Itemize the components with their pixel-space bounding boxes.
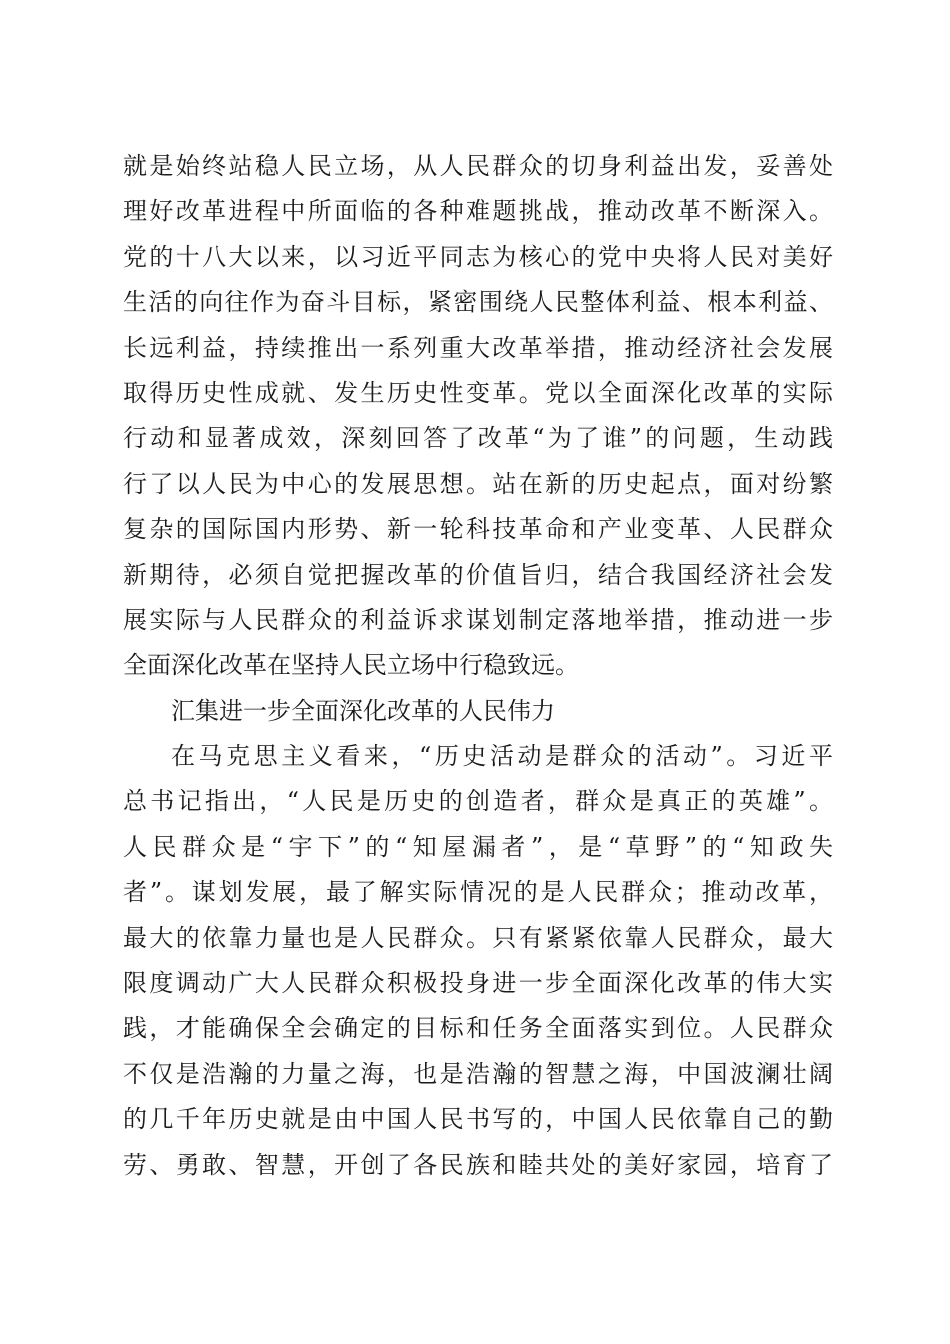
text-line: 劳、勇敢、智慧，开创了各民族和睦共处的美好家园，培育了 bbox=[123, 1150, 833, 1179]
text-line: 就是始终站稳人民立场，从人民群众的切身利益出发，妥善处 bbox=[123, 152, 833, 180]
text-line: 理好改革进程中所面临的各种难题挑战，推动改革不断深入。 bbox=[123, 197, 833, 226]
text-line: 长远利益，持续推出一系列重大改革举措，推动经济社会发展 bbox=[123, 333, 833, 362]
text-line: 的几千年历史就是由中国人民书写的，中国人民依靠自己的勤 bbox=[123, 1105, 833, 1134]
paragraph-start-line: 在马克思主义看来，“历史活动是群众的活动”。习近平 bbox=[171, 742, 833, 771]
text-line: 限度调动广大人民群众积极投身进一步全面深化改革的伟大实 bbox=[123, 969, 833, 998]
text-line: 行动和显著成效，深刻回答了改革“为了谁”的问题，生动践 bbox=[123, 424, 833, 453]
text-line: 不仅是浩瀚的力量之海，也是浩瀚的智慧之海，中国波澜壮阔 bbox=[123, 1059, 833, 1088]
text-line: 党的十八大以来，以习近平同志为核心的党中央将人民对美好 bbox=[123, 242, 833, 271]
text-line: 者”。谋划发展，最了解实际情况的是人民群众；推动改革， bbox=[123, 878, 833, 907]
text-line: 生活的向往作为奋斗目标，紧密围绕人民整体利益、根本利益、 bbox=[123, 288, 833, 317]
text-line: 展实际与人民群众的利益诉求谋划制定落地举措，推动进一步 bbox=[123, 605, 833, 634]
text-line: 践，才能确保全会确定的目标和任务全面落实到位。人民群众 bbox=[123, 1014, 833, 1043]
text-line: 人民群众是“宇下”的“知屋漏者”，是“草野”的“知政失 bbox=[123, 832, 833, 861]
text-line: 最大的依靠力量也是人民群众。只有紧紧依靠人民群众，最大 bbox=[123, 923, 833, 952]
body-text bbox=[123, 144, 833, 1188]
text-line: 取得历史性成就、发生历史性变革。党以全面深化改革的实际 bbox=[123, 378, 833, 407]
text-line: 总书记指出，“人民是历史的创造者，群众是真正的英雄”。 bbox=[123, 787, 833, 816]
text-line: 行了以人民为中心的发展思想。站在新的历史起点，面对纷繁 bbox=[123, 469, 833, 498]
text-line: 新期待，必须自觉把握改革的价值旨归，结合我国经济社会发 bbox=[123, 560, 833, 589]
paragraph-end-line: 全面深化改革在坚持人民立场中行稳致远。 bbox=[123, 651, 579, 680]
text-line: 复杂的国际国内形势、新一轮科技革命和产业变革、人民群众 bbox=[123, 515, 833, 544]
section-heading: 汇集进一步全面深化改革的人民伟力 bbox=[171, 696, 555, 725]
